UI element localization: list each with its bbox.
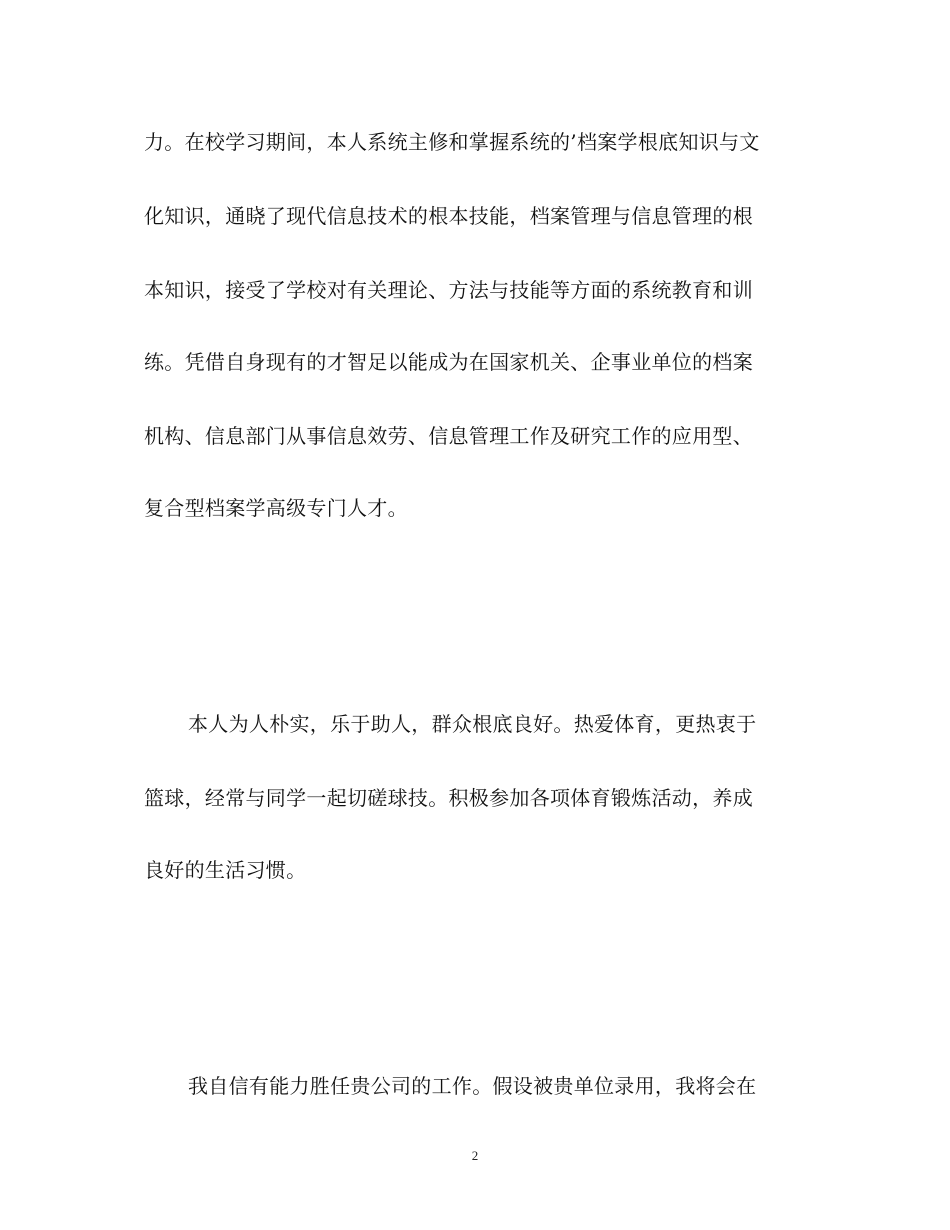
page-number: 2	[471, 1148, 479, 1163]
paragraph-2-line-1: 本人为人朴实，乐于助人，群众根底良好。热爱体育，更热衷于	[188, 712, 757, 736]
paragraph-1-line-6: 复合型档案学高级专门人才。	[144, 496, 408, 520]
paragraph-2-line-3: 良好的生活习惯。	[144, 858, 307, 882]
paragraph-3-line-1: 我自信有能力胜任贵公司的工作。假设被贵单位录用，我将会在	[188, 1074, 757, 1098]
paragraph-1-line-1: 力。在校学习期间，本人系统主修和掌握系统的’档案学根底知识与文	[144, 130, 760, 154]
paragraph-1-line-4: 练。凭借自身现有的才智足以能成为在国家机关、企事业单位的档案	[144, 350, 753, 374]
paragraph-1-line-3: 本知识，接受了学校对有关理论、方法与技能等方面的系统教育和训	[144, 278, 753, 302]
paragraph-1-line-2: 化知识，通晓了现代信息技术的根本技能，档案管理与信息管理的根	[144, 204, 753, 228]
paragraph-2-line-2: 篮球，经常与同学一起切磋球技。积极参加各项体育锻炼活动，养成	[144, 786, 753, 810]
paragraph-1-line-5: 机构、信息部门从事信息效劳、信息管理工作及研究工作的应用型、	[144, 424, 753, 448]
